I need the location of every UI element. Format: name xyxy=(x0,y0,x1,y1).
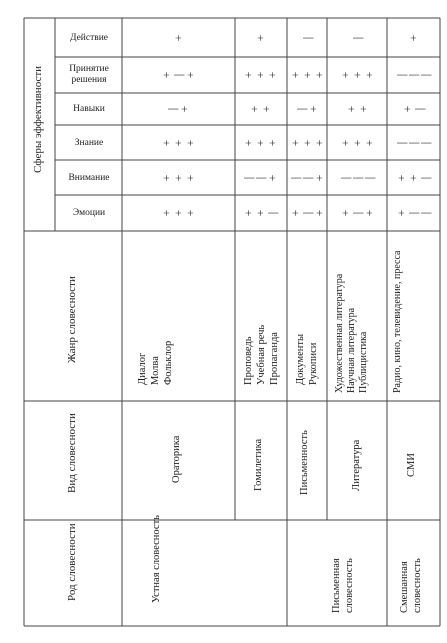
effect-mark: | xyxy=(412,107,426,111)
genre-item: Молва xyxy=(150,356,161,385)
effect-mark: + xyxy=(288,71,302,79)
effect-mark: + xyxy=(312,174,326,182)
effect-mark: | xyxy=(165,107,179,111)
effect-mark: + xyxy=(350,139,364,147)
genre-item: Диалог xyxy=(137,352,148,385)
effect-mark: + xyxy=(171,209,185,217)
sphere-emotions: Эмоции xyxy=(72,208,106,218)
genre-item: Фольклор xyxy=(163,340,174,385)
effect-mark: | xyxy=(418,211,432,215)
effect-mark: + xyxy=(171,174,185,182)
effect-mark: + xyxy=(265,139,279,147)
sphere-knowledge: Знание xyxy=(74,138,104,148)
sphere-attention: Внимание xyxy=(68,173,110,183)
vid-pismennost: Письменность xyxy=(299,430,310,495)
effect-mark: + xyxy=(300,139,314,147)
effect-mark: + xyxy=(183,209,197,217)
effect-mark: | xyxy=(300,211,314,215)
effect-mark: | xyxy=(418,176,432,180)
effect-mark: + xyxy=(312,71,326,79)
header-rod: Род словесности xyxy=(66,523,78,601)
effect-mark: + xyxy=(241,139,255,147)
sphere-skills: Навыки xyxy=(73,104,105,114)
effect-mark: | xyxy=(350,211,364,215)
effect-mark: + xyxy=(406,174,420,182)
effect-mark: | xyxy=(350,36,364,40)
vid-oratorika: Ораторика xyxy=(171,435,182,483)
effect-mark: + xyxy=(265,174,279,182)
rod-oral: Устная словесность xyxy=(151,515,162,603)
effect-mark: | xyxy=(394,141,408,145)
effect-mark: + xyxy=(159,71,173,79)
genre-item: Документы xyxy=(295,333,306,385)
effect-mark: + xyxy=(362,139,376,147)
rod-written: Письменная словесность xyxy=(331,558,355,613)
effect-mark: + xyxy=(171,34,185,42)
effect-mark: + xyxy=(394,174,408,182)
genre-item: Проповедь xyxy=(243,336,254,385)
effect-mark: | xyxy=(300,36,314,40)
genre-item: Публицистика xyxy=(358,331,369,393)
effect-mark: + xyxy=(259,105,273,113)
genre-item: Научная литература xyxy=(346,307,357,393)
genre-list-smi xyxy=(392,243,404,393)
genre-list-literatura xyxy=(334,243,370,393)
effect-mark: + xyxy=(312,139,326,147)
effect-mark: | xyxy=(394,73,408,77)
effect-mark: + xyxy=(241,209,255,217)
effect-mark: + xyxy=(183,71,197,79)
effect-mark: + xyxy=(394,209,408,217)
effect-mark: + xyxy=(400,105,414,113)
effect-mark: + xyxy=(253,209,267,217)
effect-mark: + xyxy=(288,209,302,217)
genre-list-oratorika xyxy=(136,341,175,385)
genre-item: Рукописи xyxy=(308,342,319,385)
effect-mark: + xyxy=(350,71,364,79)
effect-mark: | xyxy=(241,176,255,180)
effect-mark: + xyxy=(159,174,173,182)
effect-mark: + xyxy=(253,71,267,79)
effect-mark: + xyxy=(344,105,358,113)
effect-mark: + xyxy=(241,71,255,79)
genre-list-gomiletika xyxy=(242,325,281,385)
header-zhanr: Жанр словесности xyxy=(66,276,78,363)
effect-mark: | xyxy=(406,73,420,77)
effect-mark: + xyxy=(338,139,352,147)
effect-mark: | xyxy=(338,176,352,180)
effect-mark: | xyxy=(253,176,267,180)
effect-mark: + xyxy=(312,209,326,217)
effect-mark: + xyxy=(362,209,376,217)
effect-mark: + xyxy=(338,71,352,79)
effect-mark: + xyxy=(253,139,267,147)
genre-item: Художественная литература xyxy=(334,273,345,393)
effect-mark: + xyxy=(253,34,267,42)
effect-mark: | xyxy=(300,176,314,180)
effect-mark: + xyxy=(288,139,302,147)
effect-mark: + xyxy=(159,209,173,217)
effect-mark: | xyxy=(171,73,185,77)
effect-mark: + xyxy=(338,209,352,217)
effect-mark: + xyxy=(300,71,314,79)
vid-literatura: Литература xyxy=(351,439,362,491)
vid-gomiletika: Гомилетика xyxy=(253,438,264,491)
effect-mark: + xyxy=(406,34,420,42)
effect-mark: + xyxy=(306,105,320,113)
effect-mark: | xyxy=(350,176,364,180)
sphere-decision: Принятие решения xyxy=(69,64,109,85)
effect-mark: + xyxy=(362,71,376,79)
effect-mark: | xyxy=(406,141,420,145)
header-vid: Вид словесности xyxy=(66,413,78,493)
effect-mark: + xyxy=(183,139,197,147)
vid-smi: СМИ xyxy=(406,453,417,477)
effect-mark: | xyxy=(418,73,432,77)
effect-mark: + xyxy=(183,174,197,182)
genre-list-pismennost xyxy=(294,334,320,385)
effect-mark: | xyxy=(418,141,432,145)
effect-mark: + xyxy=(247,105,261,113)
effect-mark: + xyxy=(171,139,185,147)
genre-item: Учебная речь xyxy=(256,324,267,385)
sphere-action: Действие xyxy=(69,33,109,43)
rod-mixed: Смешанная словесность xyxy=(399,558,423,613)
effect-mark: + xyxy=(356,105,370,113)
effect-mark: | xyxy=(362,176,376,180)
effect-mark: + xyxy=(159,139,173,147)
effect-mark: | xyxy=(288,176,302,180)
effect-mark: | xyxy=(406,211,420,215)
effect-mark: + xyxy=(177,105,191,113)
genre-item: Радио, кино, телевидение, пресса xyxy=(392,250,403,393)
header-sfery: Сферы эффективности xyxy=(32,65,44,173)
effect-mark: + xyxy=(265,71,279,79)
effect-mark: | xyxy=(294,107,308,111)
genre-item: Пропаганда xyxy=(269,332,280,385)
effect-mark: | xyxy=(265,211,279,215)
